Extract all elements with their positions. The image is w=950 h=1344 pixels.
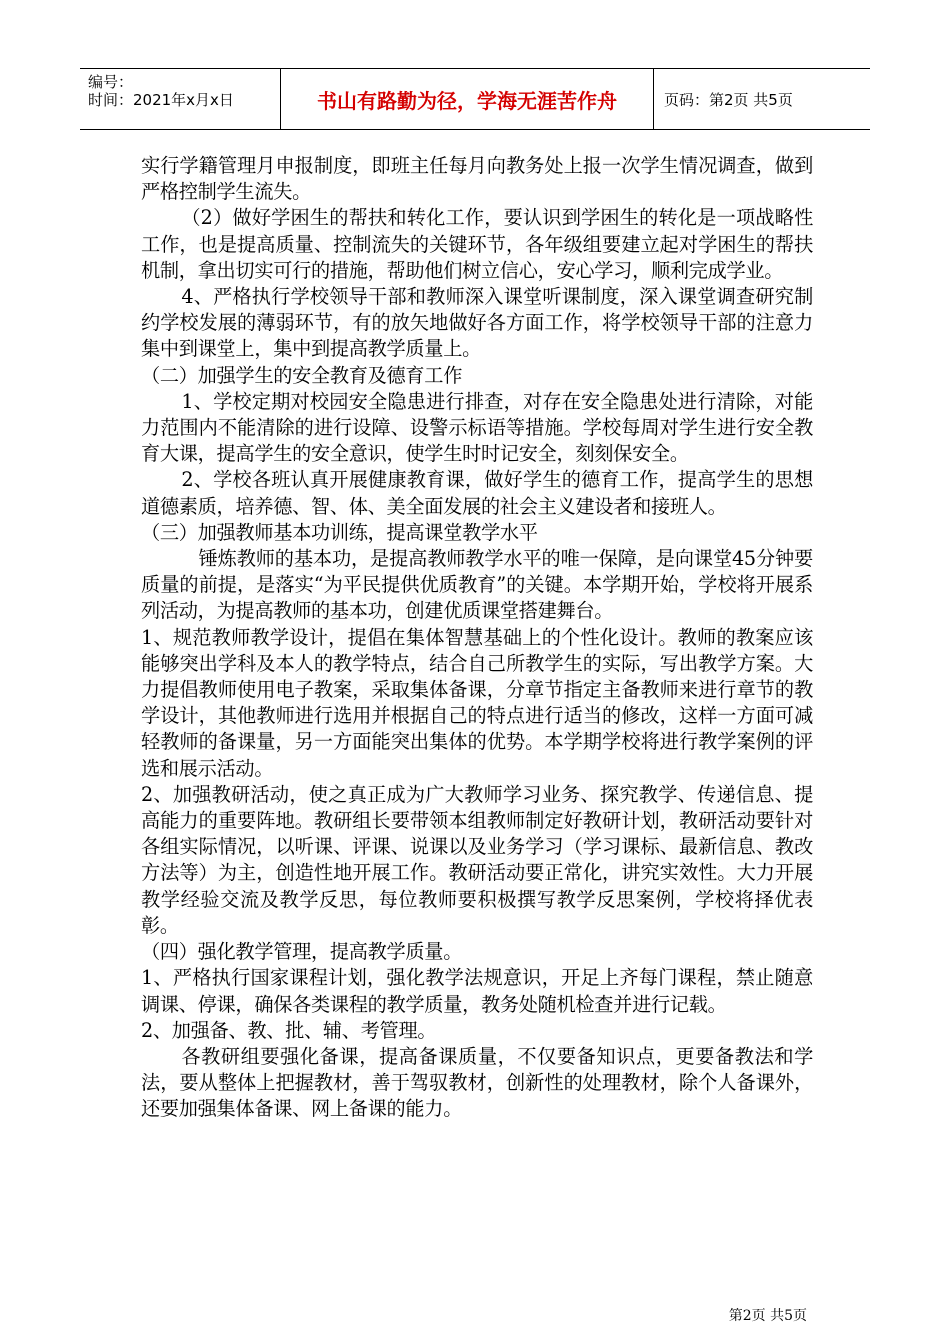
serial-label: 编号： xyxy=(88,73,134,91)
section-heading: （三）加强教师基本功训练，提高课堂教学水平 xyxy=(141,520,538,544)
page-header xyxy=(80,68,870,130)
page-footer: 第2页 共5页 xyxy=(728,1308,807,1324)
paragraph: （2）做好学困生的帮扶和转化工作，要认识到学困生的转化是一项战略性工作，也是提高质量、控制流失的关键环节，各年级组要建立起对学困生的帮扶机制，拿出切实可行的措施，帮助他们树立信心，安心学习，顺利完成学业。 xyxy=(141,206,813,282)
paragraph: 实行学籍管理月申报制度，即班主任每月向教务处上报一次学生情况调查，做到严格控制学生流失。 xyxy=(141,154,813,204)
paragraph: 1、严格执行国家课程计划，强化教学法规意识，开足上齐每门课程，禁止随意调课、停课，确保各类课程的教学质量，教务处随机检查并进行记载。 xyxy=(141,966,813,1016)
paragraph: 各教研组要强化备课，提高备课质量，不仅要备知识点，更要备教法和学法，要从整体上把握教材，善于驾驭教材，创新性的处理教材，除个人备课外，还要加强集体备课、网上备课的能力。 xyxy=(141,1044,813,1121)
paragraph: 1、学校定期对校园安全隐患进行排查，对存在安全隐患处进行清除，对能力范围内不能清除的进行设障、设警示标语等措施。学校每周对学生进行安全教育大课，提高学生的安全意识，使学生时时记安全，刻刻保安全。 xyxy=(141,389,813,466)
header-motto: 书山有路勤为径，学海无涯苦作舟 xyxy=(281,69,654,129)
header-meta xyxy=(80,69,281,129)
document-body xyxy=(141,153,813,1123)
paragraph: 2、加强教研活动，使之真正成为广大教师学习业务、探究教学、传递信息、提高能力的重要阵地。教研组长要带领本组教师制定好教研计划，教研活动要针对各组实际情况，以听课、评课、说课以及业务学习（学习课标、最新信息、教改方法等）为主，创造性地开展工作。教研活动要正常化，讲究实效性。大力开展教学经验交流及教学反思，每位教师要积极撰写教学反思案例，学校将择优表彰。 xyxy=(141,782,813,937)
paragraph: 2、加强备、教、批、辅、考管理。 xyxy=(141,1018,437,1042)
section-heading: （四）强化教学管理，提高教学质量。 xyxy=(141,940,463,964)
header-page-info: 页码：第2页 共5页 xyxy=(664,90,793,109)
paragraph: 2、学校各班认真开展健康教育课，做好学生的德育工作，提高学生的思想道德素质，培养德、智、体、美全面发展的社会主义建设者和接班人。 xyxy=(141,468,813,518)
paragraph: 1、规范教师教学设计，提倡在集体智慧基础上的个性化设计。教师的教案应该能够突出学科及本人的教学特点，结合自己所教学生的实际，写出教学方案。大力提倡教师使用电子教案，采取集体备课，分章节指定主备教师来进行章节的教学设计，其他教师进行选用并根据自己的特点进行适当的修改，这样一方面可减轻教师的备课量，另一方面能突出集体的优势。本学期学校将进行教学案例的评选和展示活动。 xyxy=(141,625,813,780)
section-heading: （二）加强学生的安全教育及德育工作 xyxy=(141,363,463,387)
paragraph: 4、严格执行学校领导干部和教师深入课堂听课制度，深入课堂调查研究制约学校发展的薄弱环节，有的放矢地做好各方面工作，将学校领导干部的注意力集中到课堂上，集中到提高教学质量上。 xyxy=(141,285,813,361)
date-label: 时间：2021年x月x日 xyxy=(88,91,234,109)
paragraph: 锤炼教师的基本功，是提高教师教学水平的唯一保障，是向课堂45分钟要质量的前提，是落实“为平民提供优质教育”的关键。本学期开始，学校将开展系列活动，为提高教师的基本功，创建优质课堂搭建舞台。 xyxy=(141,547,813,623)
